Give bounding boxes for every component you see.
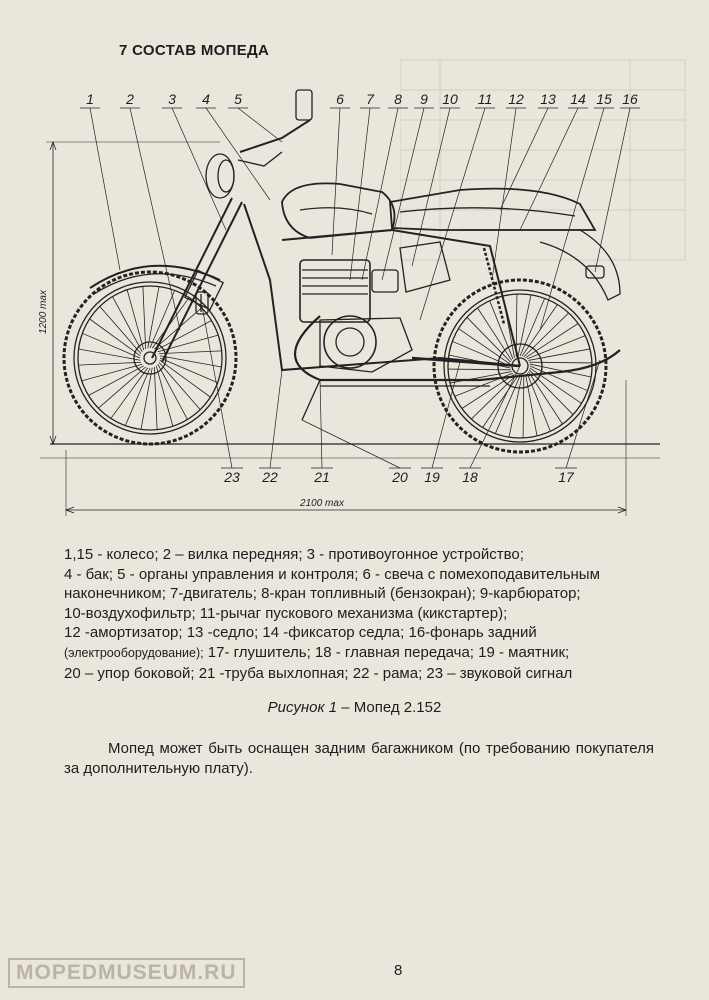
callout-label: 11 — [477, 91, 493, 107]
callout-label: 21 — [314, 469, 330, 485]
callout-label: 13 — [540, 91, 556, 107]
callout-label: 17 — [558, 469, 574, 485]
callout-leader — [566, 360, 600, 468]
engine — [300, 260, 412, 372]
callout-label: 14 — [570, 91, 586, 107]
seat — [390, 189, 595, 230]
callout-label: 18 — [462, 469, 478, 485]
moped-diagram — [20, 80, 670, 530]
callout-label: 9 — [420, 91, 428, 107]
legend-line: наконечником; 7-двигатель; 8-кран топливный (бензокран); 9-карбюратор; — [64, 585, 581, 603]
callout-leader — [270, 370, 282, 468]
legend-small-note: (электрооборудование); — [64, 645, 204, 660]
page-number: 8 — [394, 962, 403, 979]
callout-leader — [492, 108, 516, 280]
legend-line: 4 - бак; 5 - органы управления и контроля; 6 - свеча с помехоподавительным — [64, 565, 600, 583]
caption-title: Мопед 2.152 — [349, 699, 442, 716]
callout-leader — [412, 108, 450, 266]
callout-leader — [362, 108, 398, 280]
legend-line: 1,15 - колесо; 2 – вилка передняя; 3 - противоугонное устройство; — [64, 546, 524, 563]
legend-line: 10-воздухофильтр; 11-рычаг пускового механизма (кикстартер); — [64, 604, 508, 622]
callout-label: 6 — [336, 91, 344, 107]
legend-line: 20 – упор боковой; 21 -труба выхлопная; 22 - рама; 23 – звуковой сигнал — [64, 664, 573, 682]
front-wheel — [64, 272, 236, 444]
callout-label: 10 — [442, 91, 458, 107]
callout-leader — [206, 108, 270, 200]
callout-leader — [350, 108, 370, 280]
callout-leader — [90, 108, 120, 270]
callout-label: 7 — [366, 91, 374, 107]
figure-caption — [0, 699, 709, 716]
callout-leader — [238, 108, 282, 142]
callout-label: 20 — [392, 469, 408, 485]
callout-label: 3 — [168, 91, 176, 107]
callout-label: 5 — [234, 91, 242, 107]
section-title: 7 СОСТАВ МОПЕДА — [119, 42, 270, 59]
callout-leader — [595, 108, 630, 272]
callout-leader — [130, 108, 180, 330]
callout-leader — [420, 108, 485, 320]
callout-label: 15 — [596, 91, 612, 107]
legend-line — [64, 643, 654, 664]
callout-label: 4 — [202, 91, 210, 107]
front-fork — [152, 198, 242, 362]
parts-legend — [64, 545, 654, 683]
fuel-tank — [282, 183, 394, 238]
callout-leader — [432, 362, 460, 468]
callout-leader — [332, 108, 340, 255]
frame — [244, 204, 520, 370]
callout-leader — [470, 366, 520, 468]
callout-leader — [172, 108, 226, 230]
callout-label: 2 — [126, 91, 134, 107]
callout-label: 8 — [394, 91, 402, 107]
note-paragraph: Мопед может быть оснащен задним багажником (по требованию покупателя за дополнительную плату). — [64, 740, 654, 777]
callout-label: 1 — [86, 91, 94, 107]
callout-leader — [382, 108, 424, 280]
callout-label: 16 — [622, 91, 638, 107]
length-dimension: 2100 max — [300, 498, 344, 509]
callout-label: 22 — [262, 469, 278, 485]
watermark-stamp: MOPEDMUSEUM.RU — [8, 958, 245, 988]
callout-leader — [320, 380, 322, 468]
callout-label: 23 — [224, 469, 240, 485]
callout-leader — [500, 108, 548, 210]
callout-label: 12 — [508, 91, 524, 107]
headlight — [206, 154, 234, 198]
legend-line-rest: 17- глушитель; 18 - главная передача; 19 - маятник; — [203, 643, 570, 661]
height-dimension: 1200 max — [38, 290, 49, 334]
callout-label: 19 — [424, 469, 440, 485]
caption-label: Рисунок 1 – — [267, 699, 350, 716]
legend-line: 12 -амортизатор; 13 -седло; 14 -фиксатор седла; 16-фонарь задний — [64, 624, 537, 642]
